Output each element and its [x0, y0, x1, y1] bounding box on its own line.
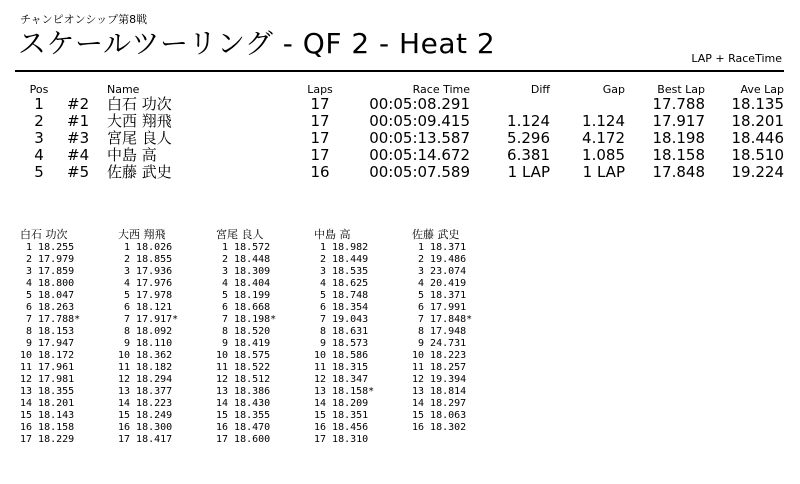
race-time-cell: 00:05:14.672 [369, 146, 470, 164]
lap-time-entry: 3 17.936 [118, 266, 173, 277]
lap-time-entry: 8 18.631 [314, 326, 369, 337]
lap-time-entry: 9 18.110 [118, 338, 173, 349]
lap-time-entry: 13 18.386 [216, 386, 271, 397]
lap-times-column [412, 228, 510, 446]
driver-name-cell: 佐藤 武史 [107, 163, 172, 181]
lap-time-entry: 12 18.512 [216, 374, 271, 385]
lap-time-entry: 14 18.223 [118, 398, 173, 409]
col-diff: Diff [530, 83, 550, 96]
lap-time-entry: 8 17.948 [412, 326, 467, 337]
col-gap: Gap [602, 83, 625, 96]
timing-mode-label: LAP + RaceTime [691, 52, 782, 65]
lap-time-entry: 1 18.371 [412, 242, 467, 253]
lap-time-entry: 6 17.991 [412, 302, 467, 313]
col-laps: Laps [307, 83, 333, 96]
lap-time-entry: 7 17.848* [412, 314, 473, 325]
pos-cell: 1 [34, 95, 44, 113]
lap-time-entry: 1 18.982 [314, 242, 369, 253]
lap-times-driver-name: 大西 翔飛 [118, 228, 166, 241]
lap-times-driver-name: 白石 功次 [20, 228, 68, 241]
lap-times-driver-name: 中島 高 [314, 228, 351, 241]
car-number-cell: #2 [67, 95, 90, 113]
lap-time-entry: 15 18.063 [412, 410, 467, 421]
lap-time-entry: 8 18.092 [118, 326, 173, 337]
lap-time-entry: 3 23.074 [412, 266, 467, 277]
diff-cell: 5.296 [507, 129, 550, 147]
lap-time-entry: 17 18.417 [118, 434, 173, 445]
lap-time-entry: 5 18.199 [216, 290, 271, 301]
lap-time-entry: 6 18.263 [20, 302, 75, 313]
lap-time-entry: 16 18.456 [314, 422, 369, 433]
lap-time-entry: 2 18.449 [314, 254, 369, 265]
col-number [63, 82, 107, 96]
results-row [15, 113, 784, 130]
race-time-cell: 00:05:07.589 [369, 163, 470, 181]
pos-cell: 3 [34, 129, 44, 147]
lap-time-entry: 5 18.371 [412, 290, 467, 301]
lap-time-entry: 6 18.121 [118, 302, 173, 313]
lap-times-column [314, 228, 412, 446]
best-lap-cell: 17.788 [652, 95, 705, 113]
lap-time-entry: 10 18.172 [20, 350, 75, 361]
driver-name-cell: 白石 功次 [107, 95, 172, 113]
lap-time-entry: 5 18.748 [314, 290, 369, 301]
results-table [15, 82, 784, 181]
lap-time-entry: 1 18.572 [216, 242, 271, 253]
results-row [15, 147, 784, 164]
lap-time-entry: 12 18.294 [118, 374, 173, 385]
best-lap-cell: 17.848 [652, 163, 705, 181]
gap-cell: 1 LAP [582, 163, 625, 181]
lap-time-entry: 17 18.600 [216, 434, 271, 445]
laps-cell: 17 [310, 146, 330, 164]
car-number-cell: #5 [67, 163, 90, 181]
lap-time-entry: 17 18.310 [314, 434, 369, 445]
lap-time-entry: 13 18.814 [412, 386, 467, 397]
best-lap-cell: 17.917 [652, 112, 705, 130]
col-name: Name [107, 83, 140, 96]
lap-time-entry: 4 20.419 [412, 278, 467, 289]
lap-time-entry: 2 17.979 [20, 254, 75, 265]
diff-cell: 1.124 [507, 112, 550, 130]
best-lap-cell: 18.198 [652, 129, 705, 147]
lap-time-entry: 11 17.961 [20, 362, 75, 373]
race-time-cell: 00:05:08.291 [369, 95, 470, 113]
lap-time-entry: 15 18.351 [314, 410, 369, 421]
lap-time-entry: 16 18.470 [216, 422, 271, 433]
lap-time-entry: 9 17.947 [20, 338, 75, 349]
lap-time-entry: 11 18.182 [118, 362, 173, 373]
gap-cell: 1.124 [582, 112, 625, 130]
lap-time-entry: 15 18.249 [118, 410, 173, 421]
best-lap-cell: 18.158 [652, 146, 705, 164]
ave-lap-cell: 18.510 [731, 146, 784, 164]
lap-time-entry: 5 17.978 [118, 290, 173, 301]
lap-time-entry: 17 18.229 [20, 434, 75, 445]
lap-time-entry: 14 18.201 [20, 398, 75, 409]
lap-time-entry: 12 18.347 [314, 374, 369, 385]
car-number-cell: #4 [67, 146, 90, 164]
lap-times-column [216, 228, 314, 446]
lap-time-entry: 1 18.026 [118, 242, 173, 253]
title-divider [15, 70, 784, 72]
car-number-cell: #3 [67, 129, 90, 147]
ave-lap-cell: 19.224 [731, 163, 784, 181]
lap-time-entry: 1 18.255 [20, 242, 75, 253]
lap-time-entry: 4 18.800 [20, 278, 75, 289]
lap-time-entry: 10 18.586 [314, 350, 369, 361]
lap-time-entry: 16 18.158 [20, 422, 75, 433]
lap-time-entry: 15 18.355 [216, 410, 271, 421]
ave-lap-cell: 18.446 [731, 129, 784, 147]
lap-time-entry: 7 18.198* [216, 314, 277, 325]
lap-time-entry: 3 18.535 [314, 266, 369, 277]
car-number-cell: #1 [67, 112, 90, 130]
event-subtitle: チャンピオンシップ第8戦 [20, 13, 148, 26]
lap-time-entry: 12 19.394 [412, 374, 467, 385]
lap-time-entry: 2 18.448 [216, 254, 271, 265]
lap-time-entry: 14 18.297 [412, 398, 467, 409]
laps-cell: 17 [310, 129, 330, 147]
col-race-time: Race Time [412, 83, 470, 96]
driver-name-cell: 中島 高 [107, 146, 157, 164]
lap-time-entry: 9 18.573 [314, 338, 369, 349]
lap-time-entry: 7 17.788* [20, 314, 81, 325]
lap-times-column [20, 228, 118, 446]
lap-time-entry: 4 18.404 [216, 278, 271, 289]
diff-cell [470, 96, 550, 113]
diff-cell: 6.381 [507, 146, 550, 164]
pos-cell: 4 [34, 146, 44, 164]
gap-cell: 4.172 [582, 129, 625, 147]
diff-cell: 1 LAP [507, 163, 550, 181]
lap-times-driver-name: 佐藤 武史 [412, 228, 460, 241]
ave-lap-cell: 18.201 [731, 112, 784, 130]
lap-time-entry: 11 18.257 [412, 362, 467, 373]
driver-name-cell: 大西 翔飛 [107, 112, 172, 130]
lap-time-entry: 9 24.731 [412, 338, 467, 349]
race-time-cell: 00:05:09.415 [369, 112, 470, 130]
lap-time-entry: 2 19.486 [412, 254, 467, 265]
lap-time-entry: 3 18.309 [216, 266, 271, 277]
lap-time-entry: 11 18.315 [314, 362, 369, 373]
lap-time-entry: 13 18.355 [20, 386, 75, 397]
laps-cell: 17 [310, 95, 330, 113]
lap-time-entry: 4 18.625 [314, 278, 369, 289]
ave-lap-cell: 18.135 [731, 95, 784, 113]
lap-time-entry: 8 18.520 [216, 326, 271, 337]
results-row [15, 164, 784, 181]
col-pos: Pos [29, 83, 49, 96]
lap-time-entry: 6 18.668 [216, 302, 271, 313]
lap-time-entry: 13 18.158* [314, 386, 375, 397]
lap-time-entry: 7 17.917* [118, 314, 179, 325]
lap-times-column [118, 228, 216, 446]
race-time-cell: 00:05:13.587 [369, 129, 470, 147]
lap-time-entry: 7 19.043 [314, 314, 369, 325]
lap-time-entry: 5 18.047 [20, 290, 75, 301]
lap-time-entry: 14 18.209 [314, 398, 369, 409]
laps-cell: 16 [310, 163, 330, 181]
lap-time-entry: 8 18.153 [20, 326, 75, 337]
driver-name-cell: 宮尾 良人 [107, 129, 172, 147]
laps-cell: 17 [310, 112, 330, 130]
col-ave-lap: Ave Lap [740, 83, 784, 96]
results-row [15, 96, 784, 113]
lap-time-entry: 10 18.223 [412, 350, 467, 361]
lap-time-entry: 14 18.430 [216, 398, 271, 409]
lap-time-entry: 6 18.354 [314, 302, 369, 313]
page-title: スケールツーリング - QF 2 - Heat 2 [18, 27, 496, 60]
lap-time-entry: 16 18.302 [412, 422, 467, 433]
lap-time-entry: 11 18.522 [216, 362, 271, 373]
lap-time-entry: 12 17.981 [20, 374, 75, 385]
lap-time-entry: 15 18.143 [20, 410, 75, 421]
lap-time-entry: 2 18.855 [118, 254, 173, 265]
lap-times-driver-name: 宮尾 良人 [216, 228, 264, 241]
lap-time-entry: 3 17.859 [20, 266, 75, 277]
pos-cell: 2 [34, 112, 44, 130]
lap-times-section [20, 228, 510, 446]
gap-cell: 1.085 [582, 146, 625, 164]
gap-cell [550, 96, 625, 113]
lap-time-entry: 9 18.419 [216, 338, 271, 349]
lap-time-entry: 10 18.575 [216, 350, 271, 361]
col-best-lap: Best Lap [657, 83, 705, 96]
lap-time-entry: 13 18.377 [118, 386, 173, 397]
results-header-row [15, 82, 784, 96]
lap-time-entry: 16 18.300 [118, 422, 173, 433]
lap-time-entry: 10 18.362 [118, 350, 173, 361]
lap-time-entry: 4 17.976 [118, 278, 173, 289]
results-row [15, 130, 784, 147]
pos-cell: 5 [34, 163, 44, 181]
